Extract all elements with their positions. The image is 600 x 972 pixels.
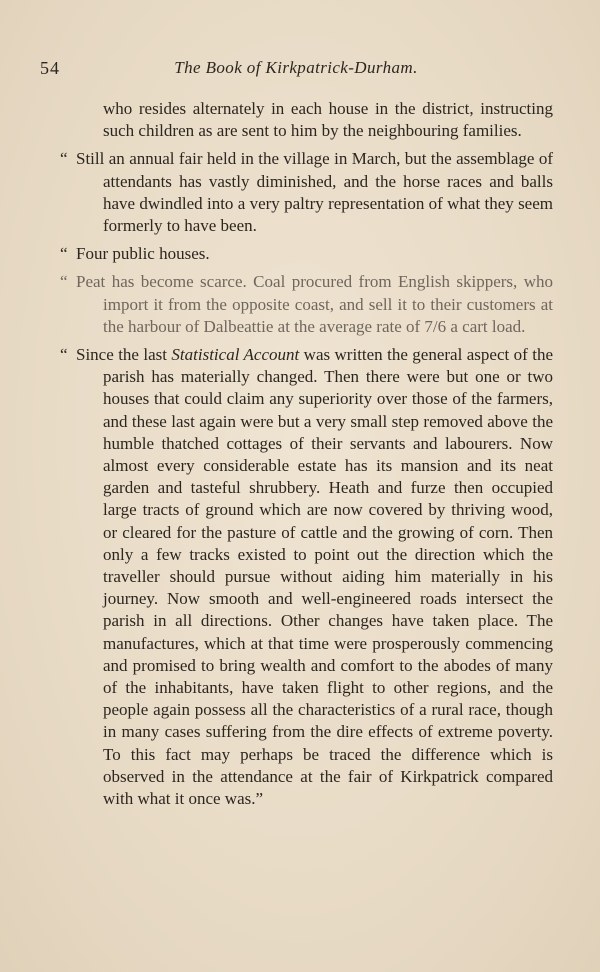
page-header (40, 58, 552, 82)
paragraph-statistical-account (60, 344, 553, 810)
body-text (60, 98, 553, 816)
opening-quote: “ (60, 149, 68, 169)
paragraph-text: who resides alternately in each house in the district, instructing such children as are sent to him by the neighbouring families. (103, 99, 553, 141)
opening-quote: “ (60, 345, 68, 365)
page-number: 54 (40, 58, 60, 78)
opening-quote: “ (60, 272, 68, 292)
paragraph-continuation (60, 98, 553, 142)
opening-quote: “ (60, 244, 68, 264)
paragraph-text: Four public houses. (76, 244, 210, 264)
paragraph-public-houses (60, 243, 553, 265)
paragraph-text: Still an annual fair held in the village in March, but the assemblage of attendants has vastly diminished, and the horse races and balls have dwindled into a very paltry representation of what they seem formerly to have been. (76, 149, 553, 236)
paragraph-text-rest: was written the general aspect of the parish has materially changed. Then there were but one or two houses that could claim any superiority over those of the farmers, and these last again were but a very small step removed above the humble thatched cottages of their servants and labourers. Now almost every considerable estate has its mansion and its neat garden and tasteful shrubbery. Heath and furze then occupied large tracts of ground which are now covered by thriving wood, or cleared for the pasture of cattle and the growing of corn. Then only a few tracks existed to point out the direction which the traveller should pursue without aiding him materially in his journey. Now smooth and well-engineered roads intersect the parish in all directions. Other changes have taken place. The manufactures, which at that time were prosperously commencing and promised to bring wealth and comfort to the abodes of many of the inhabitants, have taken flight to other regions, and the people again possess all the characteristics of a rural race, though in many cases suffering from the dire effects of extreme poverty. To this fact may perhaps be traced the difference which is observed in the attendance at the fair of Kirkpatrick compared with what it once was.” (103, 345, 553, 809)
italic-title: Statistical Account (171, 345, 300, 365)
running-title: The Book of Kirkpatrick-Durham. (174, 58, 418, 77)
paragraph-text-start: Since the last (76, 345, 172, 365)
paragraph-fair (60, 148, 553, 237)
paragraph-text: Peat has become scarce. Coal procured from English skippers, who import it from the opposite coast, and sell it to their customers at the harbour of Dalbeattie at the average rate of 7/6 a cart load. (76, 272, 553, 336)
paragraph-peat (60, 271, 553, 338)
